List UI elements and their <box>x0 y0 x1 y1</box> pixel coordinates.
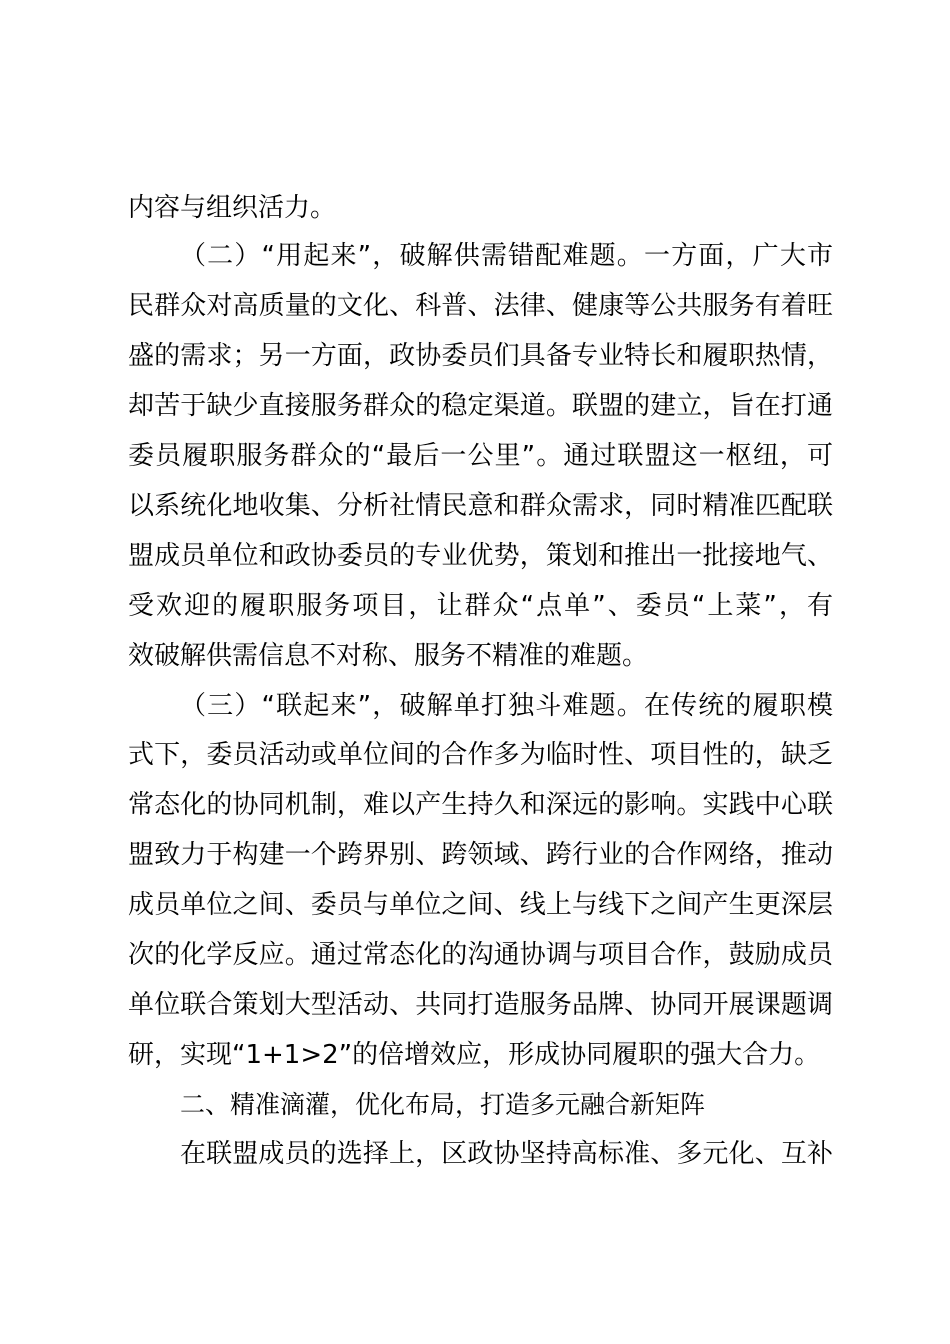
text-line-9: 受欢迎的履职服务项目，让群众“点单”、委员“上菜”，有 <box>128 591 833 621</box>
text-line-7: 以系统化地收集、分析社情民意和群众需求，同时精准匹配联 <box>128 491 833 521</box>
text-line-20: 在联盟成员的选择上，区政协坚持高标准、多元化、互补 <box>180 1139 833 1169</box>
text-line-18: 研，实现“1+1>2”的倍增效应，形成协同履职的强大合力。 <box>128 1040 821 1070</box>
text-line-8: 盟成员单位和政协委员的专业优势，策划和推出一批接地气、 <box>128 541 833 571</box>
text-line-13: 常态化的协同机制，难以产生持久和深远的影响。实践中心联 <box>128 790 833 820</box>
paragraph-2-heading-line: （二）“用起来”，破解供需错配难题。一方面，广大市 <box>180 241 833 271</box>
paragraph-3-heading-line: （三）“联起来”，破解单打独斗难题。在传统的履职模 <box>180 691 833 721</box>
text-line-1: 内容与组织活力。 <box>128 193 337 223</box>
text-line-16: 次的化学反应。通过常态化的沟通协调与项目合作，鼓励成员 <box>128 940 833 970</box>
section-heading: 二、精准滴灌，优化布局，打造多元融合新矩阵 <box>180 1090 706 1119</box>
text-line-5: 却苦于缺少直接服务群众的稳定渠道。联盟的建立，旨在打通 <box>128 391 833 421</box>
text-line-4: 盛的需求；另一方面，政协委员们具备专业特长和履职热情， <box>128 341 833 371</box>
text-line-6: 委员履职服务群众的“最后一公里”。通过联盟这一枢纽，可 <box>128 441 833 471</box>
text-line-3: 民群众对高质量的文化、科普、法律、健康等公共服务有着旺 <box>128 291 833 321</box>
text-line-15: 成员单位之间、委员与单位之间、线上与线下之间产生更深层 <box>128 890 833 920</box>
text-line-12: 式下，委员活动或单位间的合作多为临时性、项目性的，缺乏 <box>128 740 833 770</box>
text-line-17: 单位联合策划大型活动、共同打造服务品牌、协同开展课题调 <box>128 990 833 1020</box>
text-line-10: 效破解供需信息不对称、服务不精准的难题。 <box>128 641 649 671</box>
text-line-14: 盟致力于构建一个跨界别、跨领域、跨行业的合作网络，推动 <box>128 840 833 870</box>
